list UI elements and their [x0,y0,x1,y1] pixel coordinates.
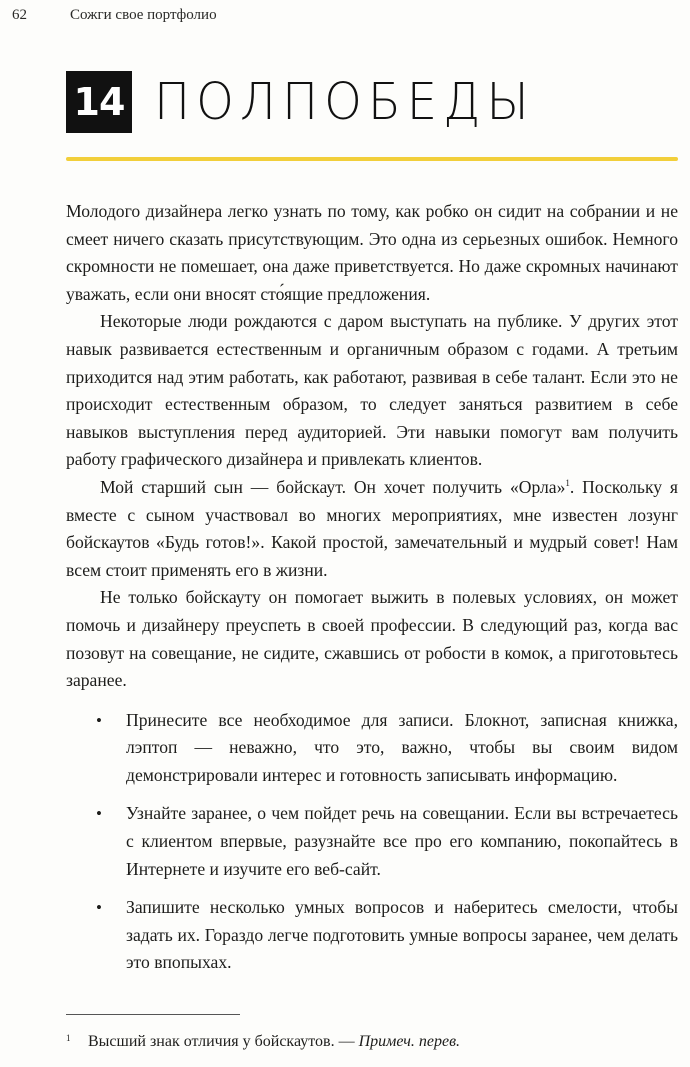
footnote-text: Высший знак отличия у бойскаутов. — [88,1033,355,1050]
page-number: 62 [12,7,27,23]
chapter-underline [66,157,678,161]
list-item-text: Узнайте заранее, о чем пойдет речь на совещании. Если вы встречаетесь с клиентом впервые, разузнайте все про его компанию, покопайтесь в Интернете и изучите его веб-сайт. [126,803,678,879]
body-text [66,198,678,988]
chapter-number: 14 [66,71,132,133]
paragraph-3 [66,474,678,584]
book-title: Сожги свое портфолио [70,7,217,23]
list-item [66,894,678,977]
paragraph-4: Не только бойскауту он помогает выжить в полевых условиях, он может помочь и дизайнеру преуспеть в своей профессии. В следующий раз, когда вас позовут на совещание, не сидите, сжавшись от робости в комок, а приготовьтесь заранее. [66,587,678,691]
footnote-mark: 1 [66,1033,71,1043]
list-item [66,707,678,790]
list-item [66,800,678,883]
paragraph-3-start: Мой старший сын — бойскаут. Он хочет получить «Орла» [100,476,566,497]
bullet-icon: • [96,898,102,918]
bullet-icon: • [96,710,102,730]
chapter-heading [66,71,535,133]
paragraph-2: Некоторые люди рождаются с даром выступать на публике. У других этот навык развивается естественным и органичным образом с годами. А третьим приходится над этим работать, как работают, развивая в себе талант. Если это не происходит естественным образом, то следует заняться развитием в себе навыков выступления перед аудиторией. Эти навыки помогут вам получить работу графического дизайнера и привлекать клиентов. [66,311,678,470]
list-item-text: Запишите несколько умных вопросов и наберитесь смелости, чтобы задать их. Гораздо легче подготовить умные вопросы заранее, чем делать это впопыхах. [126,897,678,973]
footnote-reference: 1 [565,478,570,489]
footnote-translator-note: Примеч. перев. [358,1033,461,1050]
footnote [66,1033,460,1051]
list-item-text: Принесите все необходимое для записи. Блокнот, записная книжка, лэптоп — неважно, что это, важно, чтобы вы своим видом демонстрировали интерес и готовность записывать информацию. [126,709,678,785]
bullet-icon: • [96,804,102,824]
bullet-list [66,707,678,977]
footnote-divider [66,1014,240,1015]
running-head [12,7,217,24]
paragraph-3-end: . Поскольку я вместе с сыном участвовал во многих мероприятиях, мне известен лозунг бойскаутов «Будь готов!». Какой простой, замечательный и мудрый совет! Нам всем стоит применять его в жизни. [66,476,679,580]
paragraph-1: Молодого дизайнера легко узнать по тому, как робко он сидит на собрании и не смеет ничего сказать присутствующим. Это одна из серьезных ошибок. Немного скромности не помешает, она даже приветствуется. Но даже скромных начинают уважать, если они вносят сто́ящие предложения. [66,201,678,304]
chapter-title: ПОЛПОБЕДЫ [154,72,535,132]
